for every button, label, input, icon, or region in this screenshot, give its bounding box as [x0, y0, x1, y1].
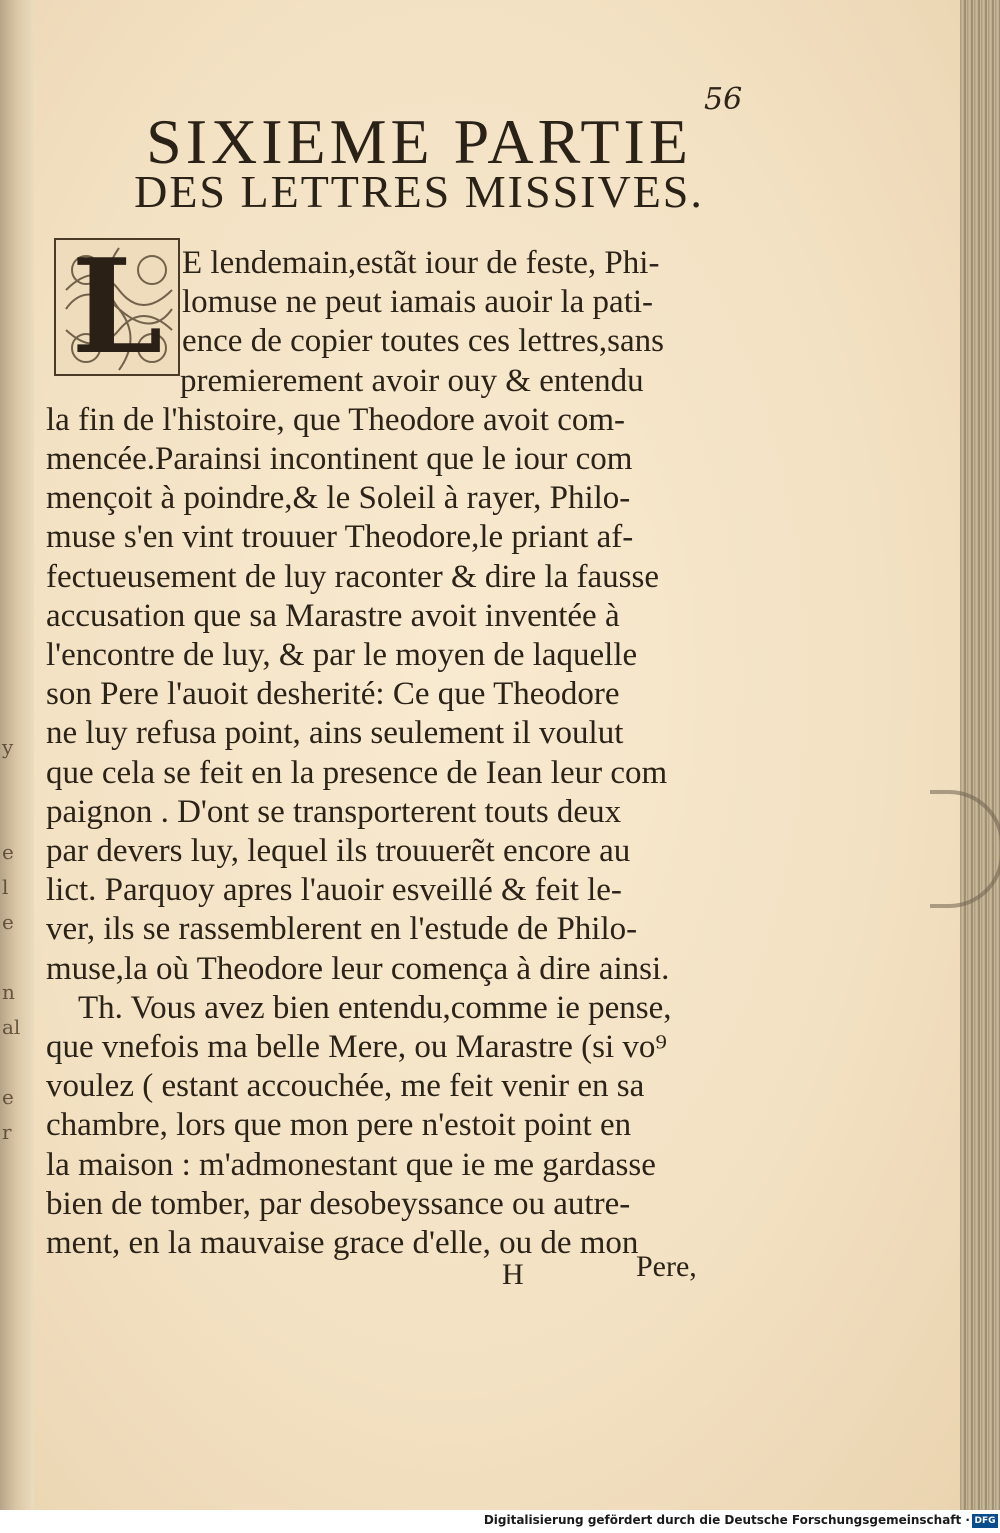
text-line: ence de copier toutes ces lettres,sans — [182, 323, 664, 360]
page-subtitle: DES LETTRES MISSIVES. — [134, 166, 704, 217]
text-line: paignon . D'ont se transporterent touts deux — [46, 793, 622, 830]
footer-bar — [0, 1510, 1000, 1533]
text-line: par devers luy, lequel ils trouuerẽt encore au — [46, 833, 631, 869]
text-line: accusation que sa Marastre avoit inventée à — [46, 597, 620, 634]
text-line: chambre, lors que mon pere n'estoit point en — [46, 1107, 632, 1144]
text-line: bien de tomber, par desobeyssance ou autre- — [46, 1185, 631, 1222]
dfg-logo: DFG — [972, 1514, 998, 1528]
book-page — [34, 0, 960, 1510]
left-gutter — [0, 0, 34, 1510]
text-line: muse s'en vint trouuer Theodore,le priant af- — [46, 519, 634, 556]
text-line: E lendemain,estãt iour de feste, Phi- — [182, 245, 660, 281]
text-line: lomuse ne peut iamais auoir la pati- — [182, 284, 654, 321]
text-line: la maison : m'admonestant que ie me gardasse — [46, 1146, 656, 1183]
text-line: premierement avoir ouy & entendu — [180, 362, 644, 399]
gutter-marks: y e l e n al e r — [2, 735, 21, 1144]
text-line: ver, ils se rassemblerent en l'estude de Philo- — [46, 911, 638, 948]
initial-letter: L — [71, 238, 163, 376]
page-title: SIXIEME PARTIE — [146, 106, 692, 177]
text-line: la fin de l'histoire, que Theodore avoit com- — [46, 401, 625, 438]
text-line: Th. Vous avez bien entendu,comme ie pense, — [78, 989, 672, 1026]
signature-mark: H — [502, 1258, 524, 1291]
folio-number: 56 — [704, 82, 743, 117]
text-line: lict. Parquoy apres l'auoir esveillé & feit le- — [46, 872, 622, 909]
text-line: que cela se feit en la presence de Iean leur com — [46, 754, 668, 791]
page-edges — [960, 0, 1000, 1510]
text-line: ne luy refusa point, ains seulement il voulut — [46, 715, 624, 752]
text-line: muse,la où Theodore leur començа à dire ainsi. — [46, 950, 670, 987]
text-line: mencée.Parainsi incontinent que le iour com — [46, 441, 633, 477]
decorated-initial — [54, 238, 180, 376]
footer-credit: Digitalisierung gefördert durch die Deutsche Forschungsgemeinschaft · — [483, 1513, 970, 1527]
text-line: que vnefois ma belle Mere, ou Marastre (si vo⁹ — [46, 1029, 667, 1065]
text-line: fectueusement de luy raconter & dire la fausse — [46, 558, 659, 595]
text-line: son Pere l'auoit desherité: Ce que Theodore — [46, 676, 620, 713]
catchword: Pere, — [636, 1250, 697, 1283]
text-line: mençoit à poindre,& le Soleil à rayer, Philo- — [46, 480, 631, 517]
text-line: ment, en la mauvaise grace d'elle, ou de mon — [46, 1225, 639, 1261]
text-line: voulez ( estant accouchée, me feit venir en sa — [46, 1068, 645, 1105]
text-line: l'encontre de luy, & par le moyen de laquelle — [46, 637, 638, 673]
